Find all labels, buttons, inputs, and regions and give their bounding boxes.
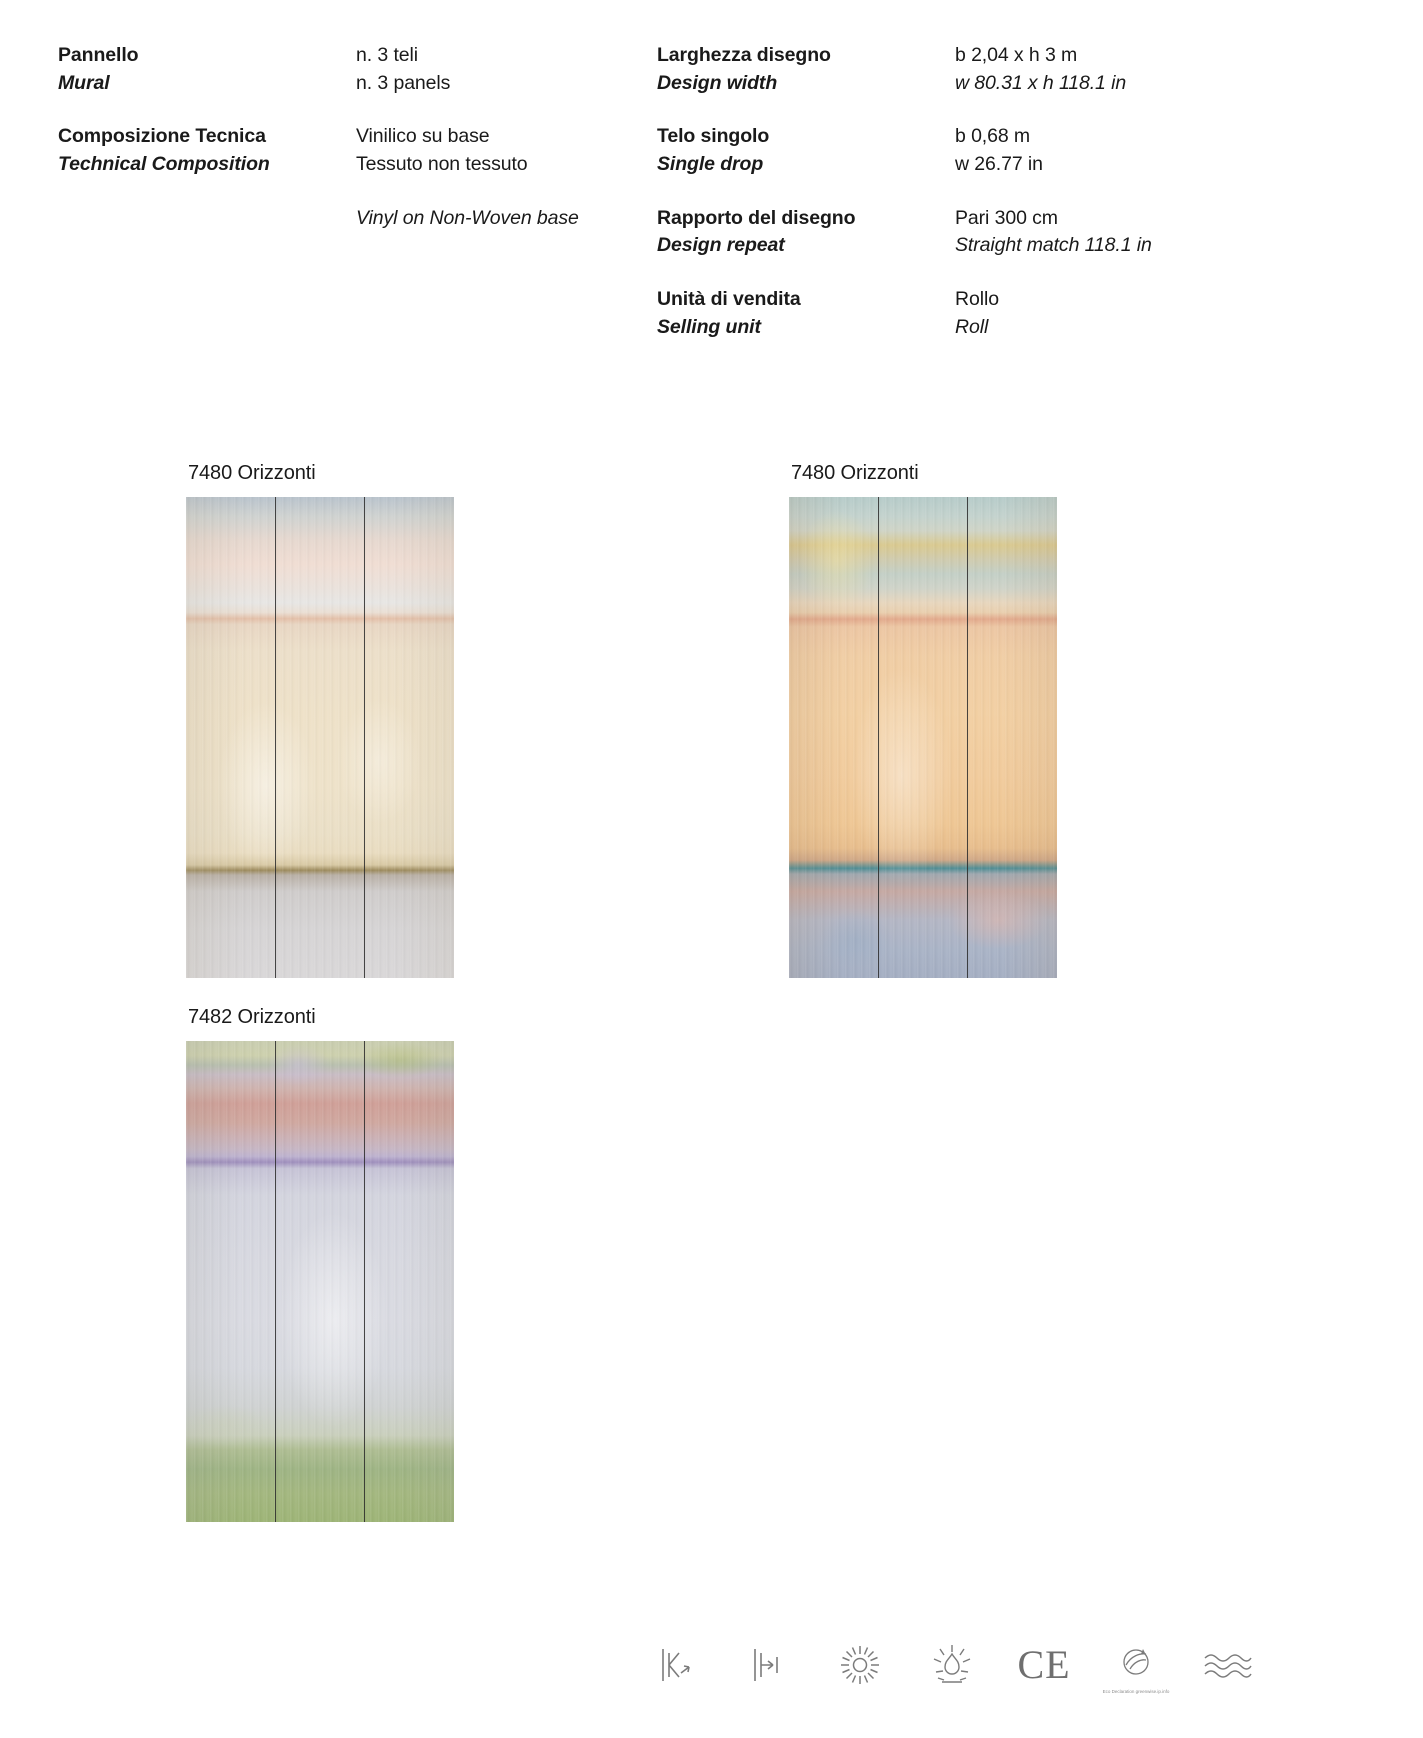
spec-value-it: b 0,68 m [955,125,1031,148]
washable-waves-icon [1200,1637,1256,1693]
lightfastness-sun-icon [832,1637,888,1693]
spec-label-en: Selling unit [657,315,761,338]
spec-row [58,42,658,97]
panel-seam-1 [275,1041,276,1522]
spec-label [58,123,356,178]
spec-value-it: Rollo [955,288,999,311]
spec-value [955,123,1257,178]
spec-label-en: Design width [657,71,778,94]
sample-caption: 7482 Orizzonti [188,1006,316,1028]
spec-label-it: Telo singolo [657,125,770,148]
spec-value [356,123,658,178]
spec-label-it: Rapporto del disegno [657,206,856,229]
spec-label [657,205,955,260]
spec-column-left [58,42,658,230]
mural-texture-overlay [789,497,1057,978]
spec-value-en: Straight match 118.1 in [955,234,1152,257]
spec-label [657,286,955,341]
ce-mark-icon [1016,1637,1072,1693]
panel-seam-2 [364,497,365,978]
spec-label-en: Design repeat [657,234,785,257]
spec-value-it-2: Tessuto non tessuto [356,153,528,176]
specifications-table [0,0,1423,400]
spec-label-en: Technical Composition [58,153,270,176]
mural-image-7480-a[interactable] [186,497,454,978]
panel-seam-1 [878,497,879,978]
mural-texture-overlay [186,497,454,978]
spec-row [58,123,658,178]
spec-value-it: Pari 300 cm [955,206,1058,229]
sample-caption: 7480 Orizzonti [791,462,919,484]
sample-7480-right[interactable] [789,462,1057,978]
spec-column-right [657,42,1257,342]
mural-texture-overlay [186,1041,454,1522]
spec-value-en: Vinyl on Non-Woven base [356,206,579,229]
mural-image-7480-b[interactable] [789,497,1057,978]
spec-label-en: Single drop [657,153,764,176]
spec-label-en: Mural [58,71,110,94]
spec-row [657,123,1257,178]
spec-row [657,205,1257,260]
eco-declaration-icon [1102,1637,1170,1695]
spec-label-it: Unità di vendita [657,288,801,311]
spec-row [657,42,1257,97]
spec-extra-row [356,207,658,230]
ce-mark-label: CE [1017,1642,1071,1687]
spec-label-it: Larghezza disegno [657,44,831,66]
flame-resistance-icon [924,1637,980,1693]
spec-label [657,42,955,97]
sample-caption: 7480 Orizzonti [188,462,316,484]
spec-label [657,123,955,178]
spec-value [955,286,1257,341]
spec-label-it: Composizione Tecnica [58,125,266,148]
spec-value-en: w 80.31 x h 118.1 in [955,71,1127,94]
peelable-icon [648,1637,704,1693]
eco-declaration-caption: Eco Declaration greenwise.ip.info [1102,1689,1170,1695]
spec-label-it: Pannello [58,44,139,66]
spec-row [657,286,1257,341]
spec-value [356,42,658,97]
panel-seam-1 [275,497,276,978]
spec-value-en: w 26.77 in [955,153,1043,176]
spec-value [955,205,1257,260]
spec-value-it: b 2,04 x h 3 m [955,44,1078,66]
spec-value-it: Vinilico su base [356,125,490,148]
mural-image-7482[interactable] [186,1041,454,1522]
spec-value-en: n. 3 panels [356,71,451,94]
panel-seam-2 [967,497,968,978]
spec-value-en: Roll [955,315,989,338]
sample-7482[interactable] [186,1006,454,1522]
panel-seam-2 [364,1041,365,1522]
symbol-legend-row [648,1630,1288,1700]
sample-7480-left[interactable] [186,462,454,978]
spec-value [955,42,1257,97]
spec-label [58,42,356,97]
spec-value-it: n. 3 teli [356,44,418,66]
strippable-icon [740,1637,796,1693]
